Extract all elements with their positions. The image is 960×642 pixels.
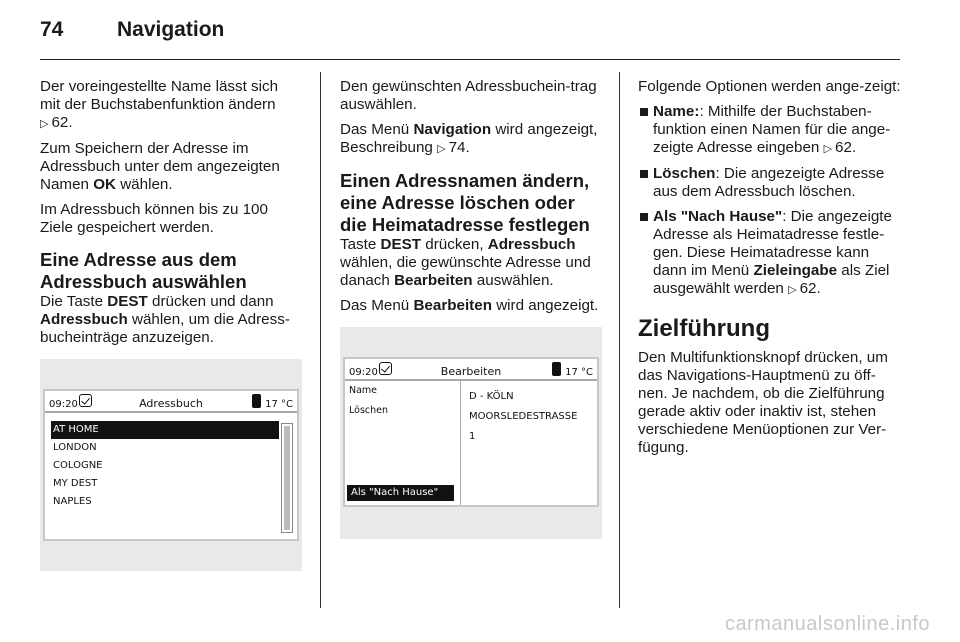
address-line: MOORSLEDESTRASSE <box>469 411 578 422</box>
address-line: D - KÖLN <box>469 391 514 402</box>
address-line: 1 <box>469 431 476 442</box>
option-name[interactable]: Name <box>349 385 378 396</box>
list-item[interactable]: NAPLES <box>53 496 92 507</box>
bullet-icon <box>640 108 648 116</box>
thermometer-icon <box>552 362 561 376</box>
column-2 <box>340 78 606 539</box>
column-divider <box>619 72 620 608</box>
header-rule <box>40 59 900 60</box>
list-item[interactable]: MY DEST <box>53 478 98 489</box>
bullet-item: Name:: Mithilfe der Buchstaben-funktion einen Namen für die ange-zeigte Adresse eingeben ▷ 62. <box>638 103 902 158</box>
screen-title: Adressbuch <box>139 397 203 410</box>
clock: 09:20 <box>349 367 378 378</box>
bullet-item: Als "Nach Hause": Die angezeigte Adresse als Heimatadresse festle-gen. Diese Heimatadresse kann dann im Menü Zieleingabe als Ziel ausgewählt werden ▷ 62. <box>638 208 902 299</box>
adressbuch-screen-figure <box>40 359 302 571</box>
paragraph: Den gewünschten Adressbuchein-trag auswählen. <box>340 78 597 113</box>
temperature: 17 °C <box>265 399 293 410</box>
display-screen <box>43 389 299 541</box>
thermometer-icon <box>252 394 261 408</box>
paragraph: Folgende Optionen werden ange-zeigt: <box>638 78 901 95</box>
paragraph: Taste DEST drücken, Adressbuch wählen, die gewünschte Adresse und danach Bearbeiten auswählen. <box>340 236 591 289</box>
clock: 09:20 <box>49 399 78 410</box>
paragraph: Den Multifunktionsknopf drücken, um das Navigations-Hauptmenü zu öff-nen. Je nachdem, ob die Zielführung gerade aktiv oder inaktiv ist, stehen verschiedene Menüoptionen zur Ver-fügung. <box>638 349 888 456</box>
list-item[interactable]: COLOGNE <box>53 460 103 471</box>
list-item[interactable]: LONDON <box>53 442 97 453</box>
address-list <box>51 421 279 511</box>
paragraph: Im Adressbuch können bis zu 100 Ziele gespeichert werden. <box>40 201 268 236</box>
subheading: Eine Adresse aus dem Adressbuch auswählen <box>40 249 247 292</box>
paragraph: Die Taste DEST drücken und dann Adressbuch wählen, um die Adress-bucheinträge anzuzeigen. <box>40 293 290 346</box>
paragraph: Der voreingestellte Name lässt sich mit der Buchstabenfunktion ändern ▷ 62. <box>40 78 302 133</box>
column-1 <box>40 78 302 571</box>
list-item[interactable]: AT HOME <box>51 421 279 439</box>
status-bar <box>345 359 597 381</box>
scrollbar[interactable] <box>281 423 293 533</box>
bearbeiten-screen-figure <box>340 327 602 539</box>
status-bar <box>45 391 297 413</box>
page-header <box>40 18 224 42</box>
bullet-icon <box>640 170 648 178</box>
subheading: Einen Adressnamen ändern, eine Adresse löschen oder die Heimatadresse festlegen <box>340 170 590 235</box>
section-title: Navigation <box>117 18 225 41</box>
paragraph: Das Menü Navigation wird angezeigt, Beschreibung ▷ 74. <box>340 121 606 158</box>
option-delete[interactable]: Löschen <box>349 405 388 416</box>
page-ref[interactable]: ▷ 62. <box>824 139 857 156</box>
bullet-item: Löschen: Die angezeigte Adresse aus dem Adressbuch löschen. <box>638 165 902 201</box>
option-set-home[interactable]: Als "Nach Hause" <box>347 485 454 501</box>
watermark: carmanualsonline.info <box>724 613 930 635</box>
display-screen <box>343 357 599 507</box>
page-ref[interactable]: ▷ 62. <box>788 280 821 297</box>
paragraph: Das Menü Bearbeiten wird angezeigt. <box>340 297 599 314</box>
page-ref[interactable]: ▷ 62. <box>40 114 73 131</box>
options-pane <box>345 381 461 505</box>
screen-title: Bearbeiten <box>440 365 502 378</box>
column-divider <box>320 72 321 608</box>
paragraph: Zum Speichern der Adresse im Adressbuch unter dem angezeigten Namen OK wählen. <box>40 140 280 193</box>
column-3 <box>638 78 902 464</box>
section-heading: Zielführung <box>638 315 770 342</box>
address-detail <box>469 387 577 447</box>
page-number: 74 <box>40 18 64 41</box>
bullet-icon <box>640 213 648 221</box>
page-ref[interactable]: ▷ 74. <box>437 139 470 156</box>
temperature: 17 °C <box>565 367 593 378</box>
